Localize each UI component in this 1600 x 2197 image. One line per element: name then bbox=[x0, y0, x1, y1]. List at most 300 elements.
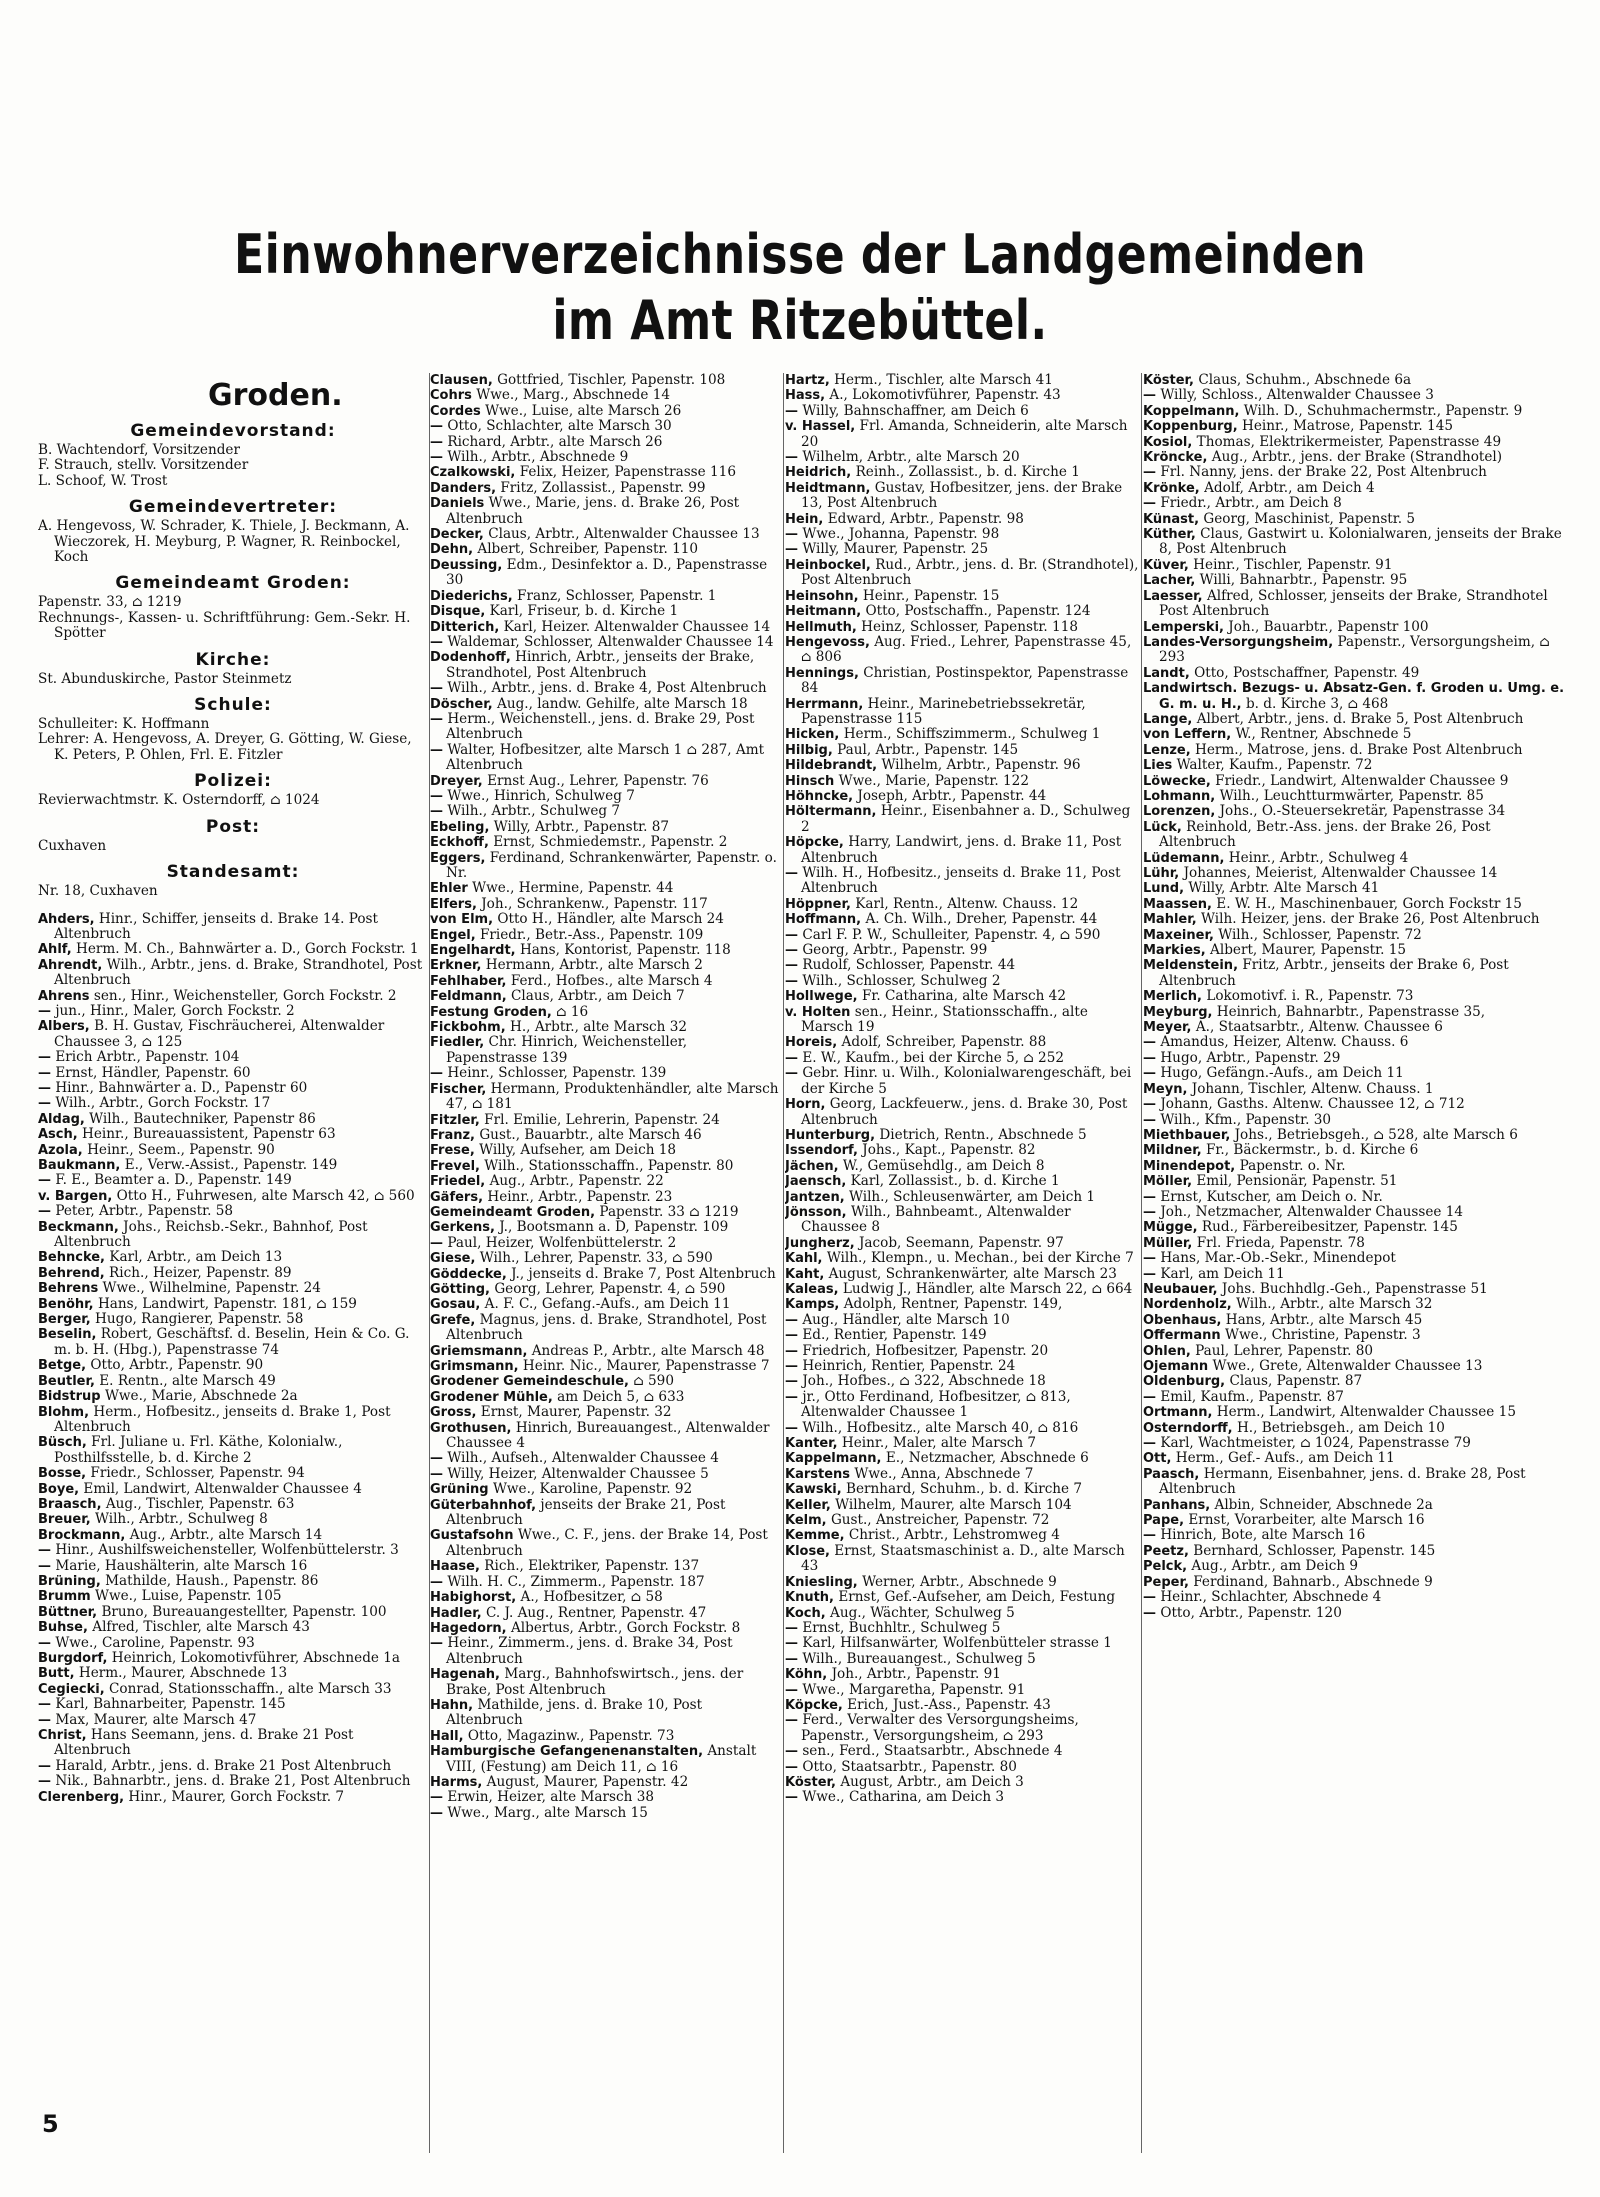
entry-details: Fr., Bäckermstr., b. d. Kirche 6 bbox=[1206, 1142, 1419, 1159]
directory-entry bbox=[430, 558, 782, 589]
directory-entry bbox=[1143, 943, 1571, 958]
entry-name: — bbox=[38, 1173, 51, 1189]
entry-details: Herm., Matrose, jens. d. Brake Post Altenbruch bbox=[1195, 741, 1523, 758]
entry-name: Löwecke, bbox=[1143, 773, 1211, 789]
entry-details: Johs., Kapt., Papenstr. 82 bbox=[862, 1142, 1036, 1159]
section-line: St. Abunduskirche, Pastor Steinmetz bbox=[38, 670, 292, 687]
entry-name: Maxeiner, bbox=[1143, 927, 1214, 943]
entry-details: Rud., Arbtr., jens. d. Br. (Strandhotel), Post Altenbruch bbox=[801, 556, 1139, 589]
entry-name: — bbox=[430, 1066, 443, 1082]
directory-entry bbox=[430, 527, 782, 542]
directory-entry bbox=[430, 1159, 782, 1174]
entry-details: Wilh. H. C., Zimmerm., Papenstr. 187 bbox=[447, 1573, 705, 1590]
directory-entry bbox=[1143, 774, 1571, 789]
directory-entry bbox=[1143, 1390, 1571, 1405]
entry-name: Merlich, bbox=[1143, 989, 1202, 1005]
entry-details: Erwin, Heizer, alte Marsch 38 bbox=[447, 1789, 654, 1806]
entry-name: Lemperski, bbox=[1143, 619, 1224, 635]
entry-details: J., jenseits d. Brake 7, Post Altenbruch bbox=[511, 1265, 776, 1282]
entry-details: E., Netzmacher, Abschnede 6 bbox=[885, 1450, 1089, 1467]
entry-details: Claus, Papenstr. 87 bbox=[1229, 1373, 1363, 1390]
section-line: L. Schoof, W. Trost bbox=[38, 472, 168, 489]
directory-entry bbox=[430, 620, 782, 635]
entry-name: Blohm, bbox=[38, 1404, 90, 1420]
entry-details: Heinr., Bureauassistent, Papenstr 63 bbox=[82, 1126, 336, 1143]
entry-details: Wilh. H., Hofbesitz., jenseits d. Brake 11, Post Altenbruch bbox=[801, 865, 1121, 897]
entry-details: Wwe., Luise, Papenstr. 105 bbox=[95, 1588, 282, 1605]
directory-entry bbox=[1143, 681, 1571, 712]
entry-name: — bbox=[1143, 1204, 1156, 1220]
entry-name: Behrens bbox=[38, 1281, 99, 1297]
directory-entry bbox=[785, 1267, 1140, 1282]
entry-name: Aldag, bbox=[38, 1111, 85, 1127]
entry-name: Jönsson, bbox=[785, 1204, 847, 1220]
entry-details: Georg, Lehrer, Papenstr. 4, ⌂ 590 bbox=[494, 1280, 726, 1297]
entry-details: Friedr., Landwirt, Altenwalder Chaussee 9 bbox=[1215, 772, 1509, 789]
directory-entry bbox=[1143, 1313, 1571, 1328]
entry-name: Miethbauer, bbox=[1143, 1127, 1231, 1143]
page-title bbox=[144, 222, 1456, 354]
directory-entry bbox=[430, 1020, 782, 1035]
directory-entry bbox=[430, 897, 782, 912]
section-heading: Gemeindevertreter: bbox=[128, 497, 338, 518]
directory-entry bbox=[1143, 1174, 1571, 1189]
directory-entry bbox=[1143, 1190, 1571, 1205]
directory-entry bbox=[785, 835, 1140, 866]
entry-name: — bbox=[1143, 1436, 1156, 1452]
entry-details: Marg., Bahnhofswirtsch., jens. der Brake, Post Altenbruch bbox=[446, 1666, 744, 1698]
entry-details: Walter, Hofbesitzer, alte Marsch 1 ⌂ 287, Amt Altenbruch bbox=[446, 741, 765, 774]
section-line: Lehrer: A. Hengevoss, A. Dreyer, G. Götting, W. Giese, K. Peters, P. Ohlen, Frl. E. Fitzler bbox=[38, 731, 412, 763]
directory-entry bbox=[38, 1713, 428, 1728]
entry-details: Aug., landw. Gehilfe, alte Marsch 18 bbox=[497, 695, 748, 712]
entry-details: Marie, Haushälterin, alte Marsch 16 bbox=[55, 1557, 308, 1574]
directory-entry bbox=[430, 820, 782, 835]
directory-entry bbox=[1143, 450, 1571, 465]
directory-entry bbox=[38, 1374, 428, 1389]
entry-details: Karl, Arbtr., am Deich 13 bbox=[109, 1249, 283, 1266]
directory-entry bbox=[430, 496, 782, 527]
entry-details: Wilh., Bureauangest., Schulweg 5 bbox=[802, 1650, 1036, 1667]
directory-entry bbox=[430, 465, 782, 480]
entry-details: Wwe., Luise, alte Marsch 26 bbox=[485, 402, 682, 419]
entry-name: Asch, bbox=[38, 1127, 78, 1143]
entry-name: — bbox=[1143, 1097, 1156, 1113]
entry-name: Laesser, bbox=[1143, 588, 1203, 604]
directory-entry bbox=[1143, 1220, 1571, 1235]
directory-entry bbox=[785, 666, 1140, 697]
resident-list-4 bbox=[1143, 373, 1571, 1621]
directory-entry bbox=[785, 758, 1140, 773]
entry-details: Wilh., Bahnbeamt., Altenwalder Chaussee 8 bbox=[801, 1203, 1071, 1236]
entry-name: Koppelmann, bbox=[1143, 403, 1240, 419]
entry-details: b. d. Kirche 3, ⌂ 468 bbox=[1245, 695, 1389, 712]
directory-entry bbox=[38, 942, 428, 957]
entry-name: Jächen, bbox=[785, 1158, 839, 1174]
entry-details: Wilh., Lehrer, Papenstr. 33, ⌂ 590 bbox=[479, 1250, 713, 1267]
entry-name: Meyn, bbox=[1143, 1081, 1188, 1097]
directory-entry bbox=[430, 1174, 782, 1189]
entry-details: Fr. Catharina, alte Marsch 42 bbox=[861, 988, 1066, 1005]
directory-entry bbox=[430, 1066, 782, 1081]
entry-details: Willy, Bahnschaffner, am Deich 6 bbox=[802, 402, 1029, 419]
directory-entry bbox=[785, 1621, 1140, 1636]
directory-entry bbox=[430, 1035, 782, 1066]
entry-name: Beutler, bbox=[38, 1373, 95, 1389]
entry-details: Herm., Landwirt, Altenwalder Chaussee 15 bbox=[1216, 1404, 1516, 1421]
directory-entry bbox=[785, 774, 1140, 789]
entry-details: Hermann, Produktenhändler, alte Marsch 47, ⌂ 181 bbox=[446, 1080, 779, 1113]
entry-name: Ohlen, bbox=[1143, 1343, 1191, 1359]
directory-entry bbox=[1143, 1606, 1571, 1621]
entry-name: — bbox=[785, 542, 798, 558]
entry-name: Fischer, bbox=[430, 1081, 487, 1097]
entry-details: Papenstr. 33 ⌂ 1219 bbox=[599, 1203, 739, 1220]
directory-entry bbox=[38, 1327, 428, 1358]
entry-details: jenseits der Brake 21, Post Altenbruch bbox=[446, 1496, 726, 1529]
directory-entry bbox=[430, 388, 782, 403]
entry-name: Horn, bbox=[785, 1097, 826, 1113]
entry-name: — bbox=[1143, 388, 1156, 404]
entry-details: Wwe., Hermine, Papenstr. 44 bbox=[472, 880, 674, 897]
entry-details: Otto H., Fuhrwesen, alte Marsch 42, ⌂ 560 bbox=[116, 1187, 415, 1204]
entry-name: Markies, bbox=[1143, 943, 1206, 959]
entry-name: Cegiecki, bbox=[38, 1681, 105, 1697]
entry-details: Ludwig J., Händler, alte Marsch 22, ⌂ 664 bbox=[842, 1280, 1133, 1297]
directory-entry bbox=[1143, 512, 1571, 527]
entry-name: Klose, bbox=[785, 1543, 830, 1559]
directory-entry bbox=[1143, 620, 1571, 635]
directory-entry bbox=[430, 1667, 782, 1698]
entry-details: Robert, Geschäftsf. d. Beselin, Hein & Co. G. m. b. H. (Hbg.), Papenstrasse 74 bbox=[54, 1326, 410, 1358]
entry-details: Alfred, Schlosser, jenseits der Brake, Strandhotel Post Altenbruch bbox=[1159, 587, 1548, 620]
entry-details: Frl. Juliane u. Frl. Käthe, Kolonialw., Posthilfsstelle, b. d. Kirche 2 bbox=[54, 1434, 343, 1466]
entry-details: Gust., Anstreicher, Papenstr. 72 bbox=[830, 1512, 1050, 1529]
entry-name: Koppenburg, bbox=[1143, 419, 1238, 435]
entry-details: Nik., Bahnarbtr., jens. d. Brake 21, Post Altenbruch bbox=[55, 1773, 411, 1790]
entry-name: Mügge, bbox=[1143, 1220, 1198, 1236]
entry-details: Wwe., Caroline, Papenstr. 93 bbox=[55, 1634, 255, 1651]
entry-name: — bbox=[430, 1805, 443, 1821]
entry-name: — bbox=[785, 1066, 798, 1082]
entry-details: Wwe., Marg., alte Marsch 15 bbox=[447, 1804, 648, 1821]
entry-name: Meldenstein, bbox=[1143, 958, 1239, 974]
directory-entry bbox=[1143, 1035, 1571, 1050]
directory-entry bbox=[785, 1035, 1140, 1050]
directory-entry bbox=[1143, 465, 1571, 480]
entry-name: Knuth, bbox=[785, 1590, 834, 1606]
entry-name: Lies bbox=[1143, 758, 1173, 774]
directory-entry bbox=[430, 1606, 782, 1621]
entry-name: Grüning bbox=[430, 1482, 489, 1498]
entry-name: Fickbohm, bbox=[430, 1020, 506, 1036]
directory-entry bbox=[430, 604, 782, 619]
entry-details: Felix, Heizer, Papenstrasse 116 bbox=[519, 464, 736, 481]
entry-details: Wilh., Kfm., Papenstr. 30 bbox=[1160, 1111, 1332, 1128]
entry-name: Gosau, bbox=[430, 1297, 481, 1313]
entry-name: Jungherz, bbox=[785, 1235, 855, 1251]
directory-entry bbox=[785, 928, 1140, 943]
entry-details: Willy, Heizer, Altenwalder Chaussee 5 bbox=[447, 1465, 709, 1482]
entry-name: Herrmann, bbox=[785, 696, 864, 712]
entry-details: sen., Hinr., Weichensteller, Gorch Fockstr. 2 bbox=[93, 987, 397, 1004]
entry-name: Kelm, bbox=[785, 1513, 827, 1529]
entry-name: Hellmuth, bbox=[785, 619, 857, 635]
directory-entry bbox=[785, 743, 1140, 758]
directory-entry bbox=[430, 1113, 782, 1128]
entry-name: Giese, bbox=[430, 1251, 476, 1267]
entry-details: Fritz, Arbtr., jenseits der Brake 6, Post Altenbruch bbox=[1159, 957, 1509, 989]
entry-name: Hoffmann, bbox=[785, 912, 862, 928]
entry-name: — bbox=[785, 1682, 798, 1698]
directory-entry bbox=[1143, 1236, 1571, 1251]
entry-details: Jacob, Seemann, Papenstr. 97 bbox=[858, 1234, 1064, 1251]
section-heading: Polizei: bbox=[194, 771, 272, 792]
entry-name: Oldenburg, bbox=[1143, 1374, 1226, 1390]
entry-name: Frevel, bbox=[430, 1158, 480, 1174]
directory-entry bbox=[785, 1174, 1140, 1189]
entry-details: Frl. Frieda, Papenstr. 78 bbox=[1196, 1234, 1365, 1251]
entry-name: Landwirtsch. Bezugs- u. Absatz-Gen. f. Groden u. Umg. e. G. m. u. H., bbox=[1143, 681, 1565, 712]
entry-name: — bbox=[785, 1328, 798, 1344]
entry-name: — bbox=[1143, 1528, 1156, 1544]
entry-details: Heinr., Matrose, Papenstr. 145 bbox=[1242, 418, 1453, 435]
entry-name: Lohmann, bbox=[1143, 788, 1216, 804]
directory-entry bbox=[1143, 1143, 1571, 1158]
entry-name: — bbox=[785, 943, 798, 959]
entry-details: Heinr., Schlosser, Papenstr. 139 bbox=[447, 1065, 667, 1082]
entry-name: Höpcke, bbox=[785, 835, 844, 851]
entry-details: Ernst Aug., Lehrer, Papenstr. 76 bbox=[487, 772, 709, 789]
directory-entry bbox=[430, 1297, 782, 1312]
entry-name: — bbox=[785, 1620, 798, 1636]
directory-entry bbox=[38, 1482, 428, 1497]
directory-entry bbox=[785, 604, 1140, 619]
entry-details: Andreas P., Arbtr., alte Marsch 48 bbox=[531, 1342, 765, 1359]
entry-details: Heinrich, Bahnarbtr., Papenstrasse 35, bbox=[1216, 1003, 1486, 1020]
directory-entry bbox=[430, 1313, 782, 1344]
directory-entry bbox=[38, 1405, 428, 1436]
entry-name: Pape, bbox=[1143, 1513, 1185, 1529]
entry-name: Cordes bbox=[430, 403, 481, 419]
directory-entry bbox=[430, 681, 782, 696]
directory-entry bbox=[430, 1082, 782, 1113]
entry-details: Heinr., Papenstr. 15 bbox=[862, 587, 1000, 604]
entry-details: Wwe., Marie, Papenstr. 122 bbox=[838, 772, 1029, 789]
directory-entry bbox=[785, 481, 1140, 512]
entry-name: Griemsmann, bbox=[430, 1343, 528, 1359]
column-4 bbox=[1143, 373, 1571, 2153]
entry-name: — bbox=[38, 1065, 51, 1081]
directory-entry bbox=[1143, 1498, 1571, 1513]
section-line: Nr. 18, Cuxhaven bbox=[38, 883, 158, 900]
directory-entry bbox=[785, 635, 1140, 666]
entry-name: Grothusen, bbox=[430, 1420, 512, 1436]
directory-entry bbox=[785, 1667, 1140, 1682]
directory-entry bbox=[1143, 743, 1571, 758]
entry-name: Behncke, bbox=[38, 1250, 105, 1266]
directory-entry bbox=[38, 1466, 428, 1481]
directory-entry bbox=[1143, 1467, 1571, 1498]
entry-details: Wwe., C. F., jens. der Brake 14, Post Altenbruch bbox=[446, 1527, 768, 1559]
directory-entry bbox=[785, 1051, 1140, 1066]
entry-details: Wilhelm, Arbtr., alte Marsch 20 bbox=[802, 449, 1020, 466]
entry-name: Köster, bbox=[785, 1774, 836, 1790]
directory-entry bbox=[1143, 1575, 1571, 1590]
directory-entry bbox=[785, 1205, 1140, 1236]
entry-name: — bbox=[785, 403, 798, 419]
entry-name: Göddecke, bbox=[430, 1266, 507, 1282]
directory-entry bbox=[785, 1374, 1140, 1389]
entry-details: Aug., Händler, alte Marsch 10 bbox=[802, 1311, 1010, 1328]
directory-entry bbox=[430, 989, 782, 1004]
entry-details: Hans, Arbtr., alte Marsch 45 bbox=[1225, 1311, 1423, 1328]
entry-details: Heinr., Arbtr., Papenstr. 23 bbox=[487, 1188, 673, 1205]
entry-name: Kröncke, bbox=[1143, 450, 1208, 466]
entry-details: A. Ch. Wilh., Dreher, Papenstr. 44 bbox=[865, 911, 1098, 928]
directory-entry bbox=[1143, 435, 1571, 450]
entry-details: Karl, Zollassist., b. d. Kirche 1 bbox=[850, 1173, 1060, 1190]
entry-name: v. Holten bbox=[785, 1004, 851, 1020]
entry-details: A., Lokomotivführer, Papenstr. 43 bbox=[829, 387, 1061, 404]
directory-entry bbox=[38, 1636, 428, 1651]
entry-name: Bosse, bbox=[38, 1466, 87, 1482]
directory-entry bbox=[785, 1128, 1140, 1143]
directory-entry bbox=[785, 527, 1140, 542]
directory-entry bbox=[430, 1190, 782, 1205]
directory-entry bbox=[430, 1421, 782, 1452]
entry-name: Kappelmann, bbox=[785, 1451, 882, 1467]
entry-name: Peper, bbox=[1143, 1574, 1189, 1590]
directory-entry bbox=[430, 542, 782, 557]
directory-entry bbox=[785, 1066, 1140, 1097]
directory-entry bbox=[1143, 481, 1571, 496]
directory-entry bbox=[430, 743, 782, 774]
directory-entry bbox=[1143, 496, 1571, 511]
entry-details: Friedr., Schlosser, Papenstr. 94 bbox=[90, 1465, 305, 1482]
directory-entry bbox=[1143, 419, 1571, 434]
entry-details: Papenstr., Versorgungsheim, ⌂ 293 bbox=[1159, 633, 1550, 666]
entry-name: — bbox=[785, 1050, 798, 1066]
directory-entry bbox=[785, 1328, 1140, 1343]
entry-name: Hennings, bbox=[785, 665, 859, 681]
entry-name: Ditterich, bbox=[430, 619, 500, 635]
entry-name: Offermann bbox=[1143, 1328, 1221, 1344]
entry-name: — bbox=[38, 1080, 51, 1096]
title-line-1: Einwohnerverzeichnisse der Landgemeinden bbox=[233, 223, 1367, 286]
entry-details: Joh., Bauarbtr., Papenstr 100 bbox=[1228, 618, 1429, 635]
entry-name: Beckmann, bbox=[38, 1219, 119, 1235]
entry-name: Hadler, bbox=[430, 1605, 482, 1621]
entry-name: Festung Groden, bbox=[430, 1004, 552, 1020]
directory-entry bbox=[785, 1482, 1140, 1497]
entry-details: Frl. Amanda, Schneiderin, alte Marsch 20 bbox=[801, 418, 1128, 450]
entry-name: — bbox=[430, 1574, 443, 1590]
entry-details: E. W., Kaufm., bei der Kirche 5, ⌂ 252 bbox=[802, 1049, 1065, 1066]
entry-details: jun., Hinr., Maler, Gorch Fockstr. 2 bbox=[55, 1002, 295, 1019]
entry-details: Rich., Elektriker, Papenstr. 137 bbox=[484, 1558, 700, 1575]
entry-name: Brockmann, bbox=[38, 1527, 126, 1543]
section-line: Revierwachtmstr. K. Osterndorff, ⌂ 1024 bbox=[38, 792, 320, 809]
entry-details: Albin, Schneider, Abschnede 2a bbox=[1214, 1496, 1433, 1513]
resident-list-1 bbox=[38, 912, 428, 1806]
entry-name: — bbox=[430, 419, 443, 435]
directory-entry bbox=[38, 1220, 428, 1251]
entry-details: Heinr., Eisenbahner a. D., Schulweg 2 bbox=[801, 803, 1131, 835]
entry-name: Kaleas, bbox=[785, 1281, 839, 1297]
section-heading: Post: bbox=[205, 816, 261, 837]
section-line: B. Wachtendorf, Vorsitzender bbox=[38, 442, 240, 458]
directory-entry bbox=[38, 1605, 428, 1620]
title-line-2: im Amt Ritzebüttel. bbox=[552, 289, 1048, 352]
directory-entry bbox=[1143, 1559, 1571, 1574]
directory-entry bbox=[1143, 1297, 1571, 1312]
directory-entry bbox=[430, 435, 782, 450]
entry-details: Fritz, Zollassist., Papenstr. 99 bbox=[500, 479, 706, 496]
directory-entry bbox=[785, 1344, 1140, 1359]
entry-name: Feldmann, bbox=[430, 989, 507, 1005]
entry-details: Ed., Rentier, Papenstr. 149 bbox=[802, 1327, 987, 1344]
entry-name: — bbox=[38, 1697, 51, 1713]
entry-name: — bbox=[785, 866, 798, 881]
entry-name: Fitzler, bbox=[430, 1112, 480, 1128]
entry-name: Lüdemann, bbox=[1143, 850, 1225, 866]
entry-details: Hans, Landwirt, Papenstr. 181, ⌂ 159 bbox=[97, 1295, 357, 1312]
entry-name: Höltermann, bbox=[785, 804, 877, 820]
directory-entry bbox=[38, 1066, 428, 1081]
entry-name: — bbox=[430, 788, 443, 804]
entry-name: Lange, bbox=[1143, 711, 1193, 727]
directory-entry bbox=[38, 1189, 428, 1204]
entry-details: E. Rentn., alte Marsch 49 bbox=[99, 1372, 276, 1389]
entry-name: Küver, bbox=[1143, 557, 1189, 573]
entry-details: Wilh., Bautechniker, Papenstr 86 bbox=[89, 1110, 316, 1127]
entry-name: Hartz, bbox=[785, 373, 830, 388]
entry-details: E. W. H., Maschinenbauer, Gorch Fockstr 15 bbox=[1216, 895, 1522, 912]
entry-details: Aug., Tischler, Papenstr. 63 bbox=[105, 1495, 295, 1512]
directory-entry bbox=[785, 912, 1140, 927]
entry-details: Heinr., Schlachter, Abschnede 4 bbox=[1160, 1589, 1382, 1606]
directory-entry bbox=[785, 958, 1140, 973]
directory-entry bbox=[38, 1204, 428, 1219]
entry-name: Dehn, bbox=[430, 542, 474, 558]
entry-details: Adolf, Arbtr., am Deich 4 bbox=[1204, 479, 1375, 496]
directory-entry bbox=[1143, 1159, 1571, 1174]
directory-entry bbox=[1143, 1082, 1571, 1097]
directory-entry bbox=[785, 1190, 1140, 1205]
entry-name: — bbox=[1143, 1266, 1156, 1282]
section-line: F. Strauch, stellv. Vorsitzender bbox=[38, 457, 249, 474]
entry-details: Karl, Friseur, b. d. Kirche 1 bbox=[489, 603, 679, 620]
entry-name: Müller, bbox=[1143, 1235, 1193, 1251]
entry-details: Hugo, Rangierer, Papenstr. 58 bbox=[95, 1311, 304, 1328]
entry-name: Fehlhaber, bbox=[430, 973, 507, 989]
entry-details: Conrad, Stationsschaffn., alte Marsch 33 bbox=[109, 1680, 392, 1697]
entry-details: Wilh., Arbtr., alte Marsch 32 bbox=[1236, 1296, 1433, 1313]
directory-entry bbox=[38, 1250, 428, 1265]
section-line: Cuxhaven bbox=[38, 837, 107, 854]
directory-entry bbox=[785, 1528, 1140, 1543]
entry-details: Joh., Hofbes., ⌂ 322, Abschnede 18 bbox=[802, 1373, 1046, 1390]
entry-name: Eckhoff, bbox=[430, 835, 489, 851]
entry-name: Hamburgische Gefangenenanstalten, bbox=[430, 1744, 704, 1760]
entry-name: Köster, bbox=[1143, 373, 1194, 388]
directory-entry bbox=[38, 1297, 428, 1312]
directory-entry bbox=[785, 373, 1140, 388]
directory-entry bbox=[785, 1143, 1140, 1158]
entry-name: Hein, bbox=[785, 511, 824, 527]
entry-details: Friedr., Betr.-Ass., Papenstr. 109 bbox=[479, 926, 704, 943]
